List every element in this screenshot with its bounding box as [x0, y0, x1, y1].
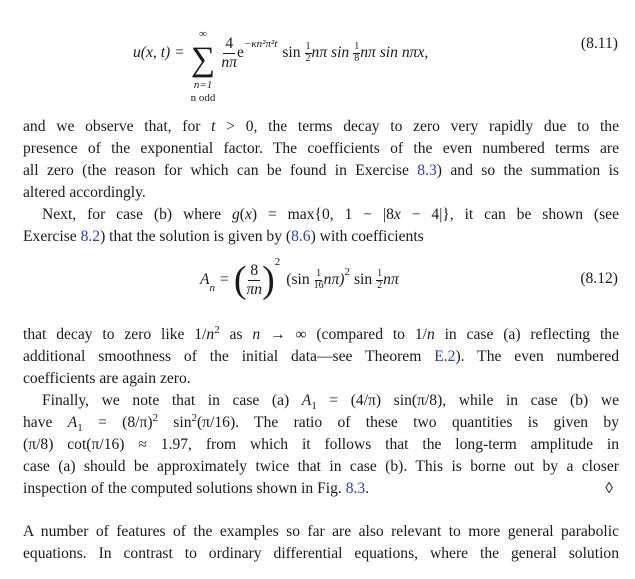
text-segment: → ∞ (compared to 1/	[260, 326, 427, 343]
text-segment: − 4|}, it can be shown (see	[400, 206, 619, 223]
text-segment: 2	[214, 323, 220, 336]
text-segment: (	[239, 206, 245, 223]
cross-reference-link[interactable]: 8.3	[345, 480, 366, 497]
eq-term: nπ	[383, 271, 399, 288]
text-segment: Next, for case (b) where	[42, 206, 232, 223]
eighth-fraction	[353, 42, 360, 64]
text-segment: sin	[157, 414, 192, 431]
numerator: 8	[250, 261, 259, 279]
text-segment: ) = max{0, 1 − |8	[251, 206, 394, 223]
text-segment: case (a) should be approximately twice that in case (b). This is borne out by a closer	[23, 458, 619, 475]
math-symbol: A	[67, 414, 78, 431]
text-segment: > 0, the terms decay to zero very rapidly due to the	[215, 118, 620, 135]
text-line	[23, 479, 583, 499]
text-line	[42, 205, 619, 225]
eq-term: nπ)	[323, 271, 345, 288]
text-segment: Finally, we note that in case (a)	[42, 392, 302, 409]
text-segment: ). The even numbered	[455, 348, 619, 365]
text-segment: = (8/π)	[82, 414, 153, 431]
denominator: 16	[313, 279, 324, 291]
sin: sin	[353, 271, 373, 288]
text-segment: Exercise	[23, 228, 81, 245]
text-segment: that decay to zero like 1/	[23, 326, 207, 343]
half-fraction	[376, 269, 383, 291]
text-segment: equations. In contrast to ordinary differential equations, where the general solution	[23, 545, 619, 562]
text-segment: = (4/π) sin(π/8), while in case (b) we	[316, 392, 619, 409]
text-segment: 2	[152, 411, 158, 424]
denominator: 2	[377, 279, 383, 291]
exp-base: e	[237, 44, 244, 61]
math-symbol: n	[426, 326, 435, 343]
cross-reference-link[interactable]: 8.2	[80, 228, 101, 245]
denominator: 2	[305, 52, 311, 64]
equation-8-12	[200, 252, 618, 308]
text-line	[23, 117, 619, 137]
text-line	[23, 457, 619, 477]
text-line	[23, 139, 619, 159]
summation	[191, 28, 216, 105]
subscript: n	[209, 282, 216, 294]
text-segment: .	[365, 480, 370, 497]
sin: (sin	[286, 271, 310, 288]
text-segment: coefficients are again zero.	[23, 370, 191, 387]
text-segment: (π/16). The ratio of these two quantities is given by	[196, 414, 619, 431]
math-symbol: g	[231, 206, 240, 223]
text-segment: 1	[77, 422, 83, 435]
text-segment: ) with coefficients	[310, 228, 424, 245]
text-segment: presence of the exponential factor. The coefficients of the even numbered terms are	[23, 140, 619, 157]
left-paren: (	[233, 259, 247, 301]
power: 2	[344, 266, 350, 278]
text-segment: altered accordingly.	[23, 184, 146, 201]
math-symbol: x	[393, 206, 401, 223]
sixteenth-fraction	[314, 269, 324, 291]
text-line	[23, 325, 619, 345]
text-segment: inspection of the computed solutions shown in Fig.	[23, 480, 346, 497]
text-line	[23, 161, 619, 181]
text-segment: ) that the solution is given by (	[100, 228, 292, 245]
text-segment: ) and so the summation is	[436, 162, 619, 179]
text-segment: and we observe that, for	[23, 118, 212, 135]
denominator: 8	[354, 52, 360, 64]
math-symbol: x	[244, 206, 252, 223]
text-line	[23, 369, 619, 389]
text-line	[23, 544, 619, 564]
text-line	[23, 435, 619, 455]
numerator: 1	[305, 41, 311, 52]
power: 2	[274, 256, 281, 268]
text-segment: 1	[311, 400, 317, 413]
right-paren: )	[262, 259, 275, 301]
text-segment: as	[219, 326, 253, 343]
text-segment: in case (a) reflecting the	[434, 326, 619, 343]
text-line	[23, 227, 619, 247]
fraction	[221, 35, 237, 72]
numerator: 1	[316, 268, 322, 279]
cross-reference-link[interactable]: 8.6	[291, 228, 311, 245]
half-fraction	[305, 42, 312, 64]
text-segment: additional smoothness of the initial data—see Theorem	[23, 348, 435, 365]
equation-8-11	[133, 8, 618, 104]
text-line	[23, 522, 619, 542]
end-of-example-symbol: ◊	[605, 480, 613, 497]
text-segment: (π/8) cot(π/16) ≈ 1.97, from which it follows that the long-term amplitude in	[23, 436, 619, 453]
eq-term: nπ sin	[311, 44, 350, 61]
text-segment: all zero (the reason for which can be found in Exercise	[23, 162, 418, 179]
text-segment: A number of features of the examples so far are also relevant to more general parabolic	[23, 523, 619, 540]
text-line	[23, 183, 619, 203]
math-symbol: n	[206, 326, 215, 343]
cross-reference-link[interactable]: 8.3	[417, 162, 437, 179]
sum-lower-limit: n=1	[193, 78, 213, 91]
text-line	[23, 347, 619, 367]
math-symbol: A	[301, 392, 312, 409]
text-line	[23, 413, 619, 433]
math-symbol: t	[211, 118, 216, 135]
denominator: πn	[246, 280, 263, 298]
equals: =	[220, 271, 229, 288]
sum-condition: n odd	[190, 91, 216, 104]
numerator: 4	[225, 34, 234, 52]
text-line	[42, 391, 619, 411]
equation-number: (8.12)	[580, 270, 618, 287]
sin: sin	[282, 44, 301, 61]
numerator: 1	[377, 268, 383, 279]
text-segment: have	[23, 414, 68, 431]
denominator: nπ	[221, 53, 238, 71]
sum-symbol: ∑	[190, 40, 216, 78]
numerator: 1	[354, 41, 360, 52]
cross-reference-link[interactable]: E.2	[434, 348, 456, 365]
math-symbol: n	[252, 326, 261, 343]
eq-lhs: u(x, t) =	[133, 44, 185, 61]
eq-term: nπ sin nπx,	[360, 44, 429, 61]
exp-power: −κn²π²t	[243, 38, 278, 50]
eq-lhs: A	[200, 271, 210, 288]
fraction	[246, 262, 262, 299]
sum-upper-limit: ∞	[199, 27, 207, 40]
text-segment: 2	[191, 411, 197, 424]
equation-number: (8.11)	[580, 35, 618, 52]
